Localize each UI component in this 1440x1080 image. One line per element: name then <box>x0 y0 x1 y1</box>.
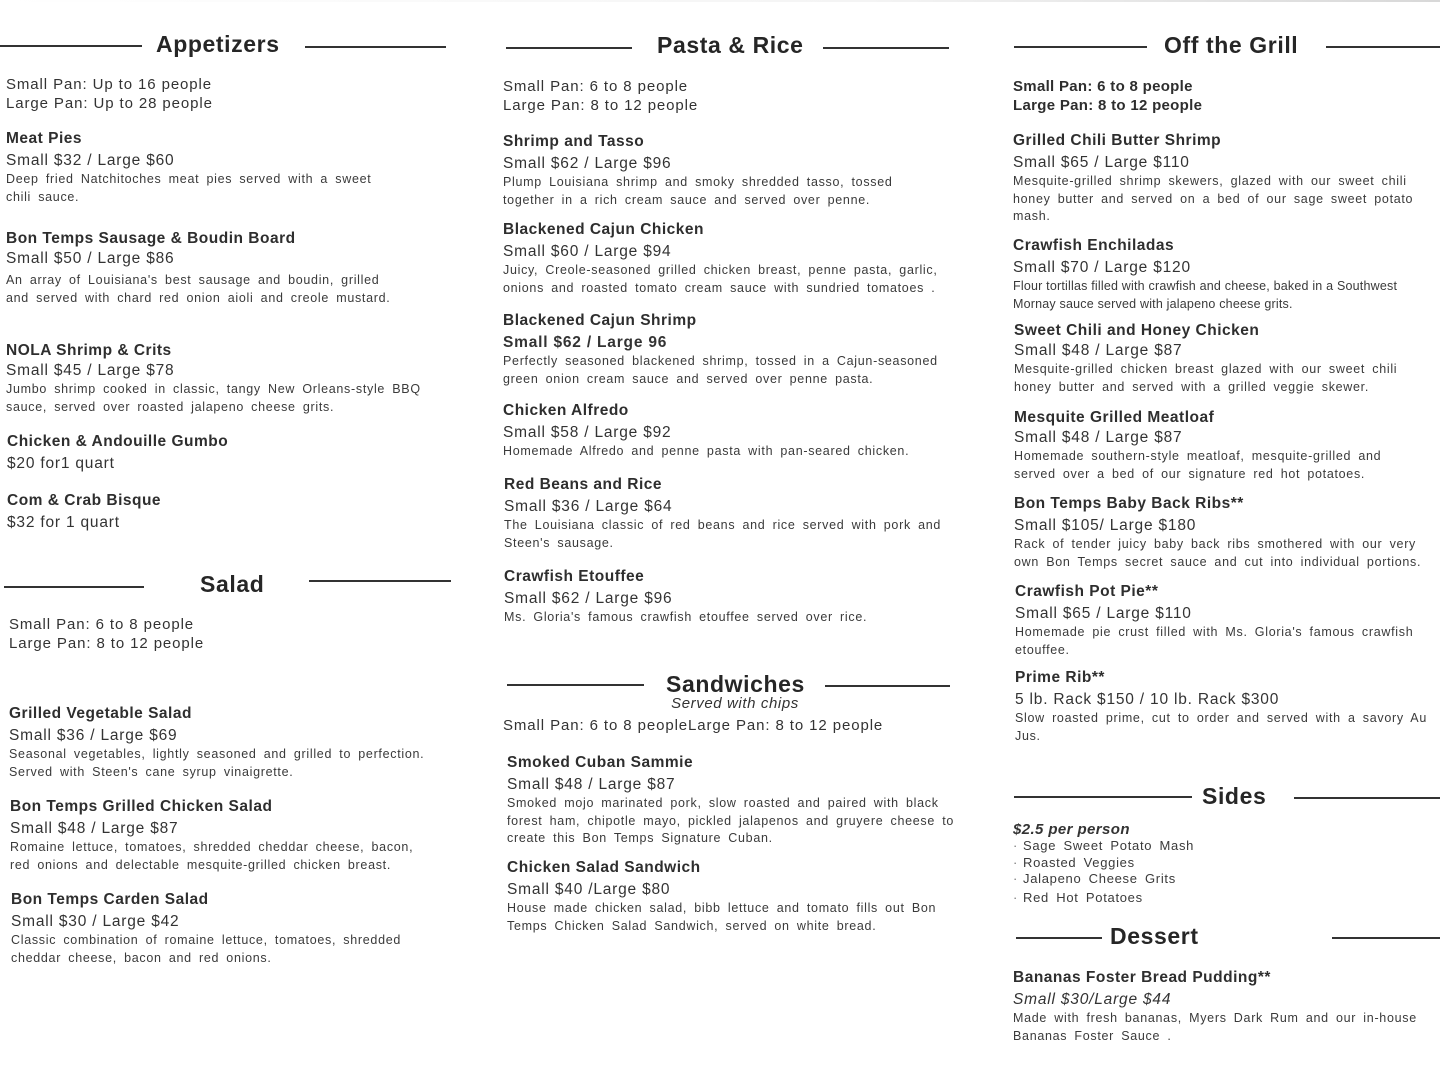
section-subtitle: Served with chips <box>671 695 799 712</box>
item-name: Bon Temps Baby Back Ribs** <box>1014 495 1244 512</box>
divider-line <box>1014 796 1192 798</box>
bullet-icon: · <box>1013 854 1019 870</box>
section-header <box>0 31 470 61</box>
section-title: Dessert <box>1110 923 1199 949</box>
item-price: $20 for1 quart <box>7 455 115 472</box>
item-price: Small $32 / Large $60 <box>6 152 175 169</box>
menu-item <box>1014 408 1419 483</box>
menu-item <box>1013 968 1433 1045</box>
divider-line <box>4 586 144 588</box>
item-description: Made with fresh bananas, Myers Dark Rum and our in-house Bananas Foster Sauce . <box>1013 1011 1417 1043</box>
item-price: Small $58 / Large $92 <box>503 424 672 441</box>
item-price: Small $60 / Large $94 <box>503 243 672 260</box>
pan-size-small: Small Pan: 6 to 8 people <box>503 78 689 95</box>
pan-size-small: Small Pan: 6 to 8 people <box>1013 78 1193 95</box>
pan-size-large: Large Pan: 8 to 12 people <box>9 635 205 652</box>
item-name: Grilled Vegetable Salad <box>9 705 192 722</box>
section-sides <box>1008 783 1440 905</box>
section-title: Appetizers <box>156 31 280 57</box>
item-name: Bananas Foster Bread Pudding** <box>1013 969 1271 986</box>
item-price: Small $70 / Large $120 <box>1013 259 1191 276</box>
item-description: Homemade pie crust filled with Ms. Gloria's famous crawfish etouffee. <box>1015 625 1414 657</box>
item-description: Seasonal vegetables, lightly seasoned and grilled to perfection. Served with Steen's cane syrup vinaigrette. <box>9 747 425 779</box>
section-header <box>0 571 470 601</box>
item-name: Prime Rib** <box>1015 669 1105 686</box>
pan-sizes: Small Pan: 6 to 8 peopleLarge Pan: 8 to 12 people <box>503 717 884 734</box>
item-price: Small $62 / Large $96 <box>503 155 672 172</box>
item-description: Juicy, Creole-seasoned grilled chicken breast, penne pasta, garlic, onions and roasted tomato cream sauce with sundried tomatoes . <box>503 263 938 295</box>
item-name: Red Beans and Rice <box>504 476 663 493</box>
pan-size-large: Large Pan: 8 to 12 people <box>503 97 699 114</box>
item-price: $32 for 1 quart <box>7 514 120 531</box>
item-description: Ms. Gloria's famous crawfish etouffee served over rice. <box>504 610 868 624</box>
item-price: Small $36 / Large $64 <box>504 498 673 515</box>
item-price: Small $30 / Large $42 <box>11 913 180 930</box>
divider-line <box>1016 937 1102 939</box>
item-name: Bon Temps Grilled Chicken Salad <box>10 798 273 815</box>
section-title: Pasta & Rice <box>657 32 804 58</box>
divider-line <box>1326 46 1440 48</box>
menu-item <box>11 890 431 967</box>
item-price: 5 lb. Rack $150 / 10 lb. Rack $300 <box>1015 691 1280 708</box>
menu-item <box>503 401 953 461</box>
menu-item <box>9 704 449 781</box>
item-name: Crawfish Enchiladas <box>1013 237 1175 254</box>
section-title: Sides <box>1202 783 1267 809</box>
item-description: The Louisiana classic of red beans and rice served with pork and Steen's sausage. <box>504 518 942 550</box>
menu-item <box>1015 582 1430 659</box>
section-sandwiches <box>500 671 970 734</box>
item-description: Slow roasted prime, cut to order and served with a savory Au Jus. <box>1015 711 1427 743</box>
item-name: Blackened Cajun Chicken <box>503 221 705 238</box>
menu-item <box>507 858 937 935</box>
section-salad <box>0 571 470 652</box>
bullet-icon: · <box>1013 838 1019 853</box>
item-price: Small $48 / Large $87 <box>507 776 676 793</box>
item-description: An array of Louisiana's best sausage and boudin, grilled and served with chard red onion aioli and creole mustard. <box>6 273 391 305</box>
menu-item <box>504 567 954 627</box>
item-price: Small $62 / Large 96 <box>503 334 668 351</box>
item-price: Small $48 / Large $87 <box>10 820 179 837</box>
item-description: Smoked mojo marinated pork, slow roasted and paired with black forest ham, chipotle mayo, pickled jalapenos and gruyere cheese to create this Bon Temps Signature Cuban. <box>507 796 955 845</box>
divider-line <box>1294 797 1440 799</box>
menu-item <box>10 797 440 874</box>
menu-item <box>1015 668 1435 745</box>
item-name: Crawfish Pot Pie** <box>1015 583 1159 600</box>
item-name: Blackened Cajun Shrimp <box>503 312 697 329</box>
section-header <box>500 32 970 62</box>
menu-item <box>503 132 943 209</box>
top-edge-shadow <box>0 0 1440 2</box>
divider-line <box>1014 46 1147 48</box>
item-description: Rack of tender juicy baby back ribs smothered with our very own Bon Temps secret sauce and cut into individual portions. <box>1014 537 1422 569</box>
section-header <box>1008 32 1440 62</box>
item-name: Sweet Chili and Honey Chicken <box>1014 322 1260 339</box>
item-name: NOLA Shrimp & Crits <box>6 342 172 359</box>
item-description: Flour tortillas filled with crawfish and cheese, baked in a Southwest Mornay sauce served with jalapeno cheese grits. <box>1013 279 1398 311</box>
item-price: Small $105/ Large $180 <box>1014 517 1197 534</box>
item-price: Small $48 / Large $87 <box>1014 429 1183 446</box>
item-name: Smoked Cuban Sammie <box>507 754 694 771</box>
divider-line <box>0 45 142 47</box>
item-name: Bon Temps Sausage & Boudin Board <box>6 230 296 247</box>
pan-size-small: Small Pan: Up to 16 people <box>6 76 213 93</box>
item-name: Meat Pies <box>6 130 83 147</box>
menu-item <box>504 475 949 552</box>
menu-item <box>6 341 446 416</box>
menu-item <box>1013 131 1423 226</box>
item-description: Homemade Alfredo and penne pasta with pan-seared chicken. <box>503 444 910 458</box>
menu-item <box>6 129 396 206</box>
divider-line <box>506 47 632 49</box>
item-price: Small $62 / Large $96 <box>504 590 673 607</box>
side-item: · Red Hot Potatoes <box>1013 889 1143 905</box>
item-name: Grilled Chili Butter Shrimp <box>1013 132 1222 149</box>
item-name: Chicken Salad Sandwich <box>507 859 701 876</box>
section-title: Off the Grill <box>1164 32 1299 58</box>
menu-item <box>503 220 953 297</box>
bullet-icon: · <box>1013 889 1019 905</box>
item-price: Small $50 / Large $86 <box>6 250 175 267</box>
menu-item <box>6 229 406 307</box>
menu-item <box>7 491 470 533</box>
item-price: Small $30/Large $44 <box>1013 991 1172 1008</box>
item-description: Deep fried Natchitoches meat pies served with a sweet chili sauce. <box>6 172 372 204</box>
item-name: Chicken Alfredo <box>503 402 629 419</box>
menu-item <box>503 311 953 388</box>
bullet-icon: · <box>1013 871 1019 886</box>
item-description: Mesquite-grilled shrimp skewers, glazed with our sweet chili honey butter and served on a bed of our sage sweet potato mash. <box>1013 174 1414 223</box>
divider-line <box>823 47 949 49</box>
section-pasta-rice <box>500 32 970 114</box>
section-header <box>1008 783 1440 813</box>
menu-item <box>1014 494 1434 571</box>
section-title: Sandwiches <box>666 671 805 697</box>
item-description: Romaine lettuce, tomatoes, shredded cheddar cheese, bacon, red onions and delectable mesquite-grilled chicken breast. <box>10 840 414 872</box>
item-description: Homemade southern-style meatloaf, mesquite-grilled and served over a bed of our signature red hot potatoes. <box>1014 449 1382 481</box>
item-price: Small $65 / Large $110 <box>1015 605 1192 622</box>
pan-size-large: Large Pan: 8 to 12 people <box>1013 97 1203 114</box>
section-off-the-grill <box>1008 32 1440 114</box>
item-name: Chicken & Andouille Gumbo <box>7 433 229 450</box>
divider-line <box>825 685 950 687</box>
item-price: Small $36 / Large $69 <box>9 727 178 744</box>
menu-item <box>1014 321 1419 396</box>
pan-size-small: Small Pan: 6 to 8 people <box>9 616 195 633</box>
sides-price: $2.5 per person <box>1013 821 1130 838</box>
item-description: Classic combination of romaine lettuce, tomatoes, shredded cheddar cheese, bacon and red onions. <box>11 933 402 965</box>
item-description: Jumbo shrimp cooked in classic, tangy New Orleans-style BBQ sauce, served over roasted jalapeno cheese grits. <box>6 382 421 414</box>
side-item: · Roasted Veggies <box>1013 854 1135 870</box>
item-description: Perfectly seasoned blackened shrimp, tossed in a Cajun-seasoned green onion cream sauce and served over penne pasta. <box>503 354 938 386</box>
item-name: Shrimp and Tasso <box>503 133 645 150</box>
item-name: Com & Crab Bisque <box>7 492 162 509</box>
item-description: Mesquite-grilled chicken breast glazed with our sweet chili honey butter and served with a grilled veggie skewer. <box>1014 362 1398 394</box>
divider-line <box>507 684 644 686</box>
menu-item <box>7 432 470 474</box>
item-price: Small $65 / Large $110 <box>1013 154 1190 171</box>
item-price: Small $48 / Large $87 <box>1014 342 1183 359</box>
item-name: Bon Temps Carden Salad <box>11 891 209 908</box>
item-price: Small $40 /Large $80 <box>507 881 671 898</box>
pan-size-large: Large Pan: Up to 28 people <box>6 95 213 112</box>
item-name: Mesquite Grilled Meatloaf <box>1014 409 1215 426</box>
item-description: House made chicken salad, bibb lettuce and tomato fills out Bon Temps Chicken Salad Sandwich, served on white bread. <box>507 901 937 933</box>
section-title: Salad <box>200 571 265 597</box>
section-appetizers <box>0 31 470 112</box>
divider-line <box>309 580 451 582</box>
item-name: Crawfish Etouffee <box>504 568 645 585</box>
side-item: · Sage Sweet Potato Mash <box>1013 838 1195 853</box>
menu-item <box>1013 236 1423 313</box>
section-dessert <box>1008 923 1440 953</box>
side-item: · Jalapeno Cheese Grits <box>1013 871 1176 886</box>
item-description: Plump Louisiana shrimp and smoky shredded tasso, tossed together in a rich cream sauce and served over penne. <box>503 175 893 207</box>
item-price: Small $45 / Large $78 <box>6 362 175 379</box>
divider-line <box>305 46 446 48</box>
section-header <box>1008 923 1440 953</box>
menu-item <box>507 753 967 848</box>
divider-line <box>1332 937 1440 939</box>
sides-list <box>1013 838 1194 906</box>
